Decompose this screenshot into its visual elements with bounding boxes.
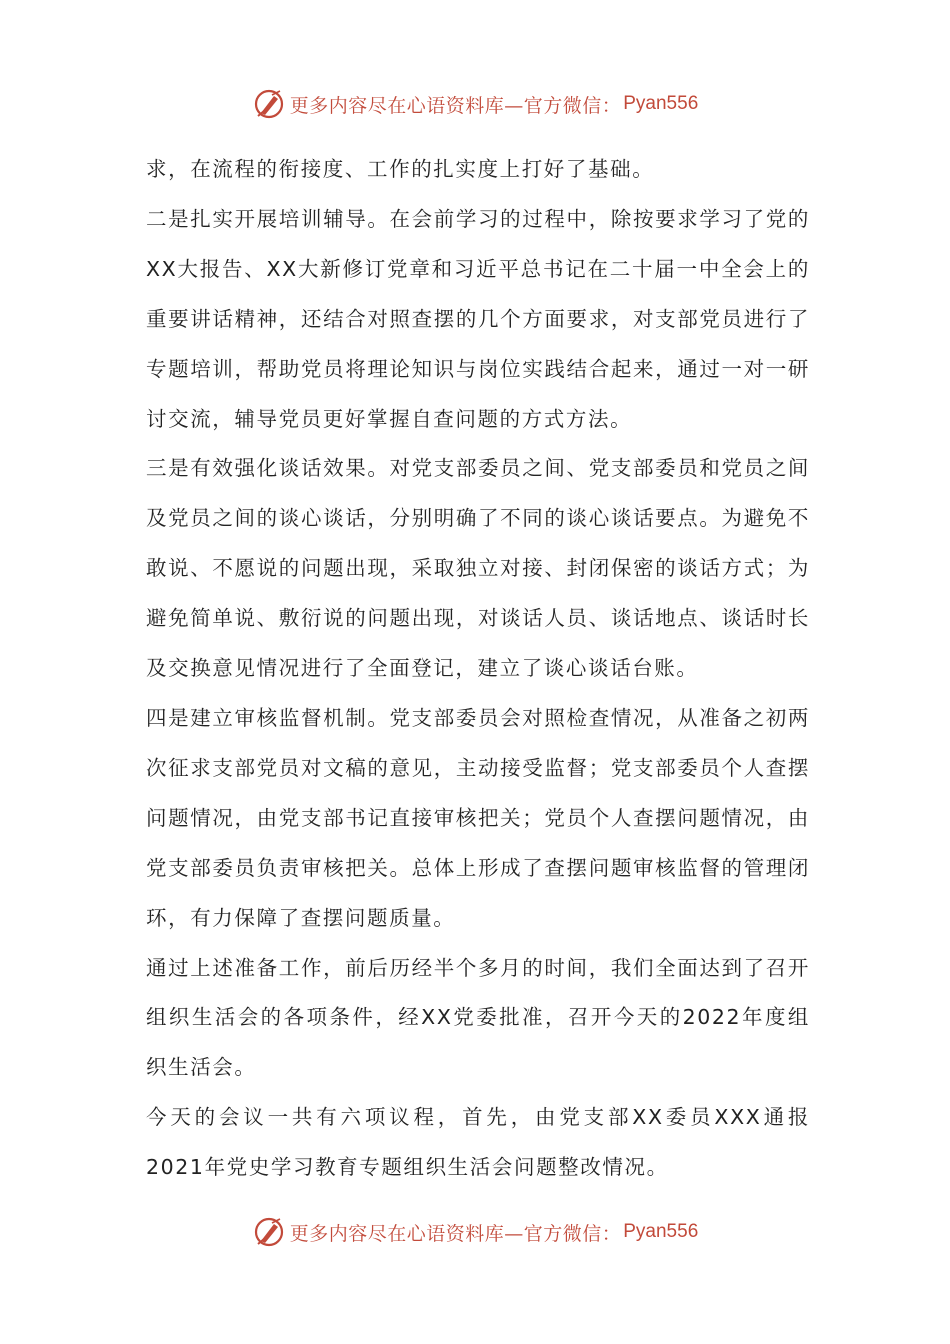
quill-pen-logo-icon xyxy=(252,87,286,121)
quill-pen-logo-icon xyxy=(252,1215,286,1249)
paragraph: 二是扎实开展培训辅导。在会前学习的过程中，除按要求学习了党的XX大报告、XX大新修订党章和习近平总书记在二十届一中全会上的重要讲话精神，还结合对照查摆的几个方面要求，对支部党员进行了专题培训，帮助党员将理论知识与岗位实践结合起来，通过一对一研讨交流，辅导党员更好掌握自查问题的方式方法。 xyxy=(146,206,810,431)
paragraph: 三是有效强化谈话效果。对党支部委员之间、党支部委员和党员之间及党员之间的谈心谈话，分别明确了不同的谈心谈话要点。为避免不敢说、不愿说的问题出现，采取独立对接、封闭保密的谈话方式；为避免简单说、敷衍说的问题出现，对谈话人员、谈话地点、谈话时长及交换意见情况进行了全面登记，建立了谈心谈话台账。 xyxy=(146,456,810,681)
watermark-wechat-id: Pyan556 xyxy=(623,93,699,114)
watermark-text: 更多内容尽在心语资料库—官方微信： xyxy=(289,1222,622,1245)
paragraph: 四是建立审核监督机制。党支部委员会对照检查情况，从准备之初两次征求支部党员对文稿的意见，主动接受监督；党支部委员个人查摆问题情况，由党支部书记直接审核把关；党员个人查摆问题情况，由党支部委员负责审核把关。总体上形成了查摆问题审核监督的管理闭环，有力保障了查摆问题质量。 xyxy=(146,705,810,930)
paragraph: 求，在流程的衔接度、工作的扎实度上打好了基础。 xyxy=(146,157,655,181)
watermark-text: 更多内容尽在心语资料库—官方微信： xyxy=(289,94,622,117)
paragraph: 今天的会议一共有六项议程，首先，由党支部XX委员XXX通报2021年党史学习教育专题组织生活会问题整改情况。 xyxy=(146,1105,810,1180)
watermark-footer xyxy=(0,1212,950,1252)
watermark-wechat-id: Pyan556 xyxy=(623,1221,699,1242)
watermark-header xyxy=(0,84,950,124)
document-body xyxy=(146,145,810,1193)
paragraph: 通过上述准备工作，前后历经半个多月的时间，我们全面达到了召开组织生活会的各项条件，经XX党委批准，召开今天的2022年度组织生活会。 xyxy=(146,955,810,1080)
